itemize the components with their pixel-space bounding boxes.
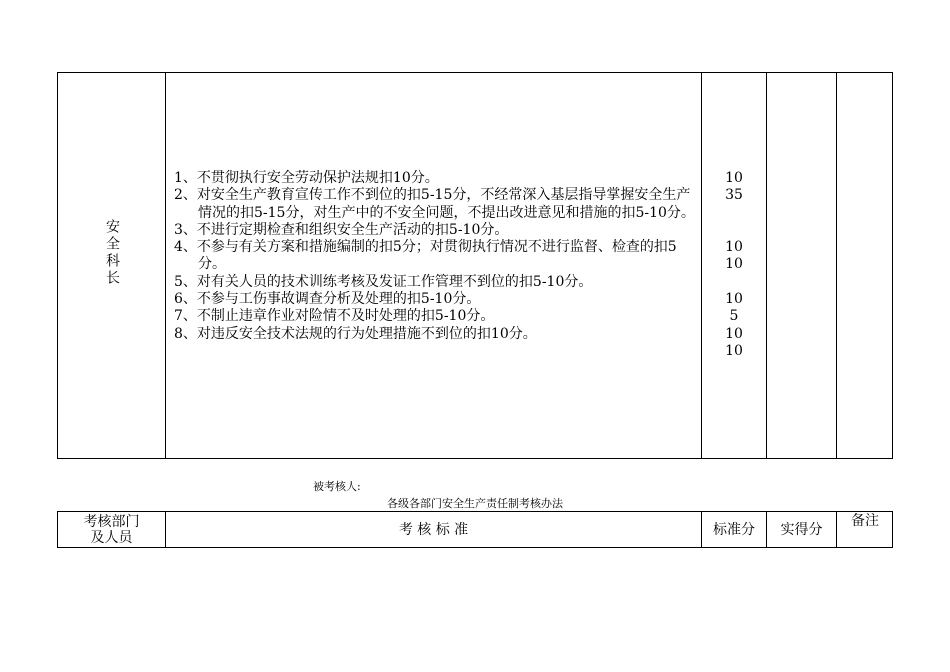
score-value: 10 (725, 342, 743, 359)
examinee-label: 被考核人: (313, 480, 361, 493)
criteria-item: 8、对违反安全技术法规的行为处理措施不到位的扣10分。 (174, 325, 537, 342)
column-divider (836, 73, 837, 458)
header-criteria: 考 核 标 准 (398, 521, 469, 538)
standard-score-cell (701, 170, 767, 360)
score-value: 10 (725, 256, 743, 273)
score-value: 35 (725, 187, 743, 204)
score-value: 10 (725, 325, 743, 342)
score-value: 10 (725, 239, 743, 256)
score-value (701, 274, 767, 291)
criteria-item: 6、不参与工伤事故调查分析及处理的扣5-10分。 (174, 291, 481, 308)
criteria-item: 2、对安全生产教育宣传工作不到位的扣5-15分，不经常深入基层指导掌握安全生产情况的扣5-15分，对生产中的不安全问题，不提出改进意见和措施的扣5-10分。 (174, 187, 695, 221)
score-value: 10 (725, 170, 743, 186)
document-title: 各级各部门安全生产责任制考核办法 (387, 497, 563, 510)
header-standard-score: 标准分 (713, 521, 755, 538)
header-department: 考核部门 及人员 (83, 513, 140, 546)
criteria-item: 5、对有关人员的技术训练考核及发证工作管理不到位的扣5-10分。 (174, 273, 593, 290)
criteria-item: 3、不进行定期检查和组织安全生产活动的扣5-10分。 (174, 221, 509, 238)
criteria-item: 4、不参与有关方案和措施编制的扣5分；对贯彻执行情况不进行监督、检查的扣5分。 (174, 239, 677, 273)
header-table (57, 511, 893, 548)
assessment-table (57, 72, 893, 459)
criteria-item: 1、不贯彻执行安全劳动保护法规扣10分。 (174, 170, 439, 186)
score-value: 10 (725, 291, 743, 308)
score-value (701, 205, 767, 222)
header-actual-score: 实得分 (780, 521, 823, 538)
header-remarks: 备注 (851, 513, 879, 529)
criteria-cell (174, 170, 701, 343)
department-cell (58, 73, 166, 458)
criteria-item: 7、不制止违章作业对险情不及时处理的扣5-10分。 (174, 308, 495, 325)
score-value (701, 222, 767, 239)
department-name: 安全科长 (104, 218, 120, 287)
score-value: 5 (729, 308, 739, 325)
